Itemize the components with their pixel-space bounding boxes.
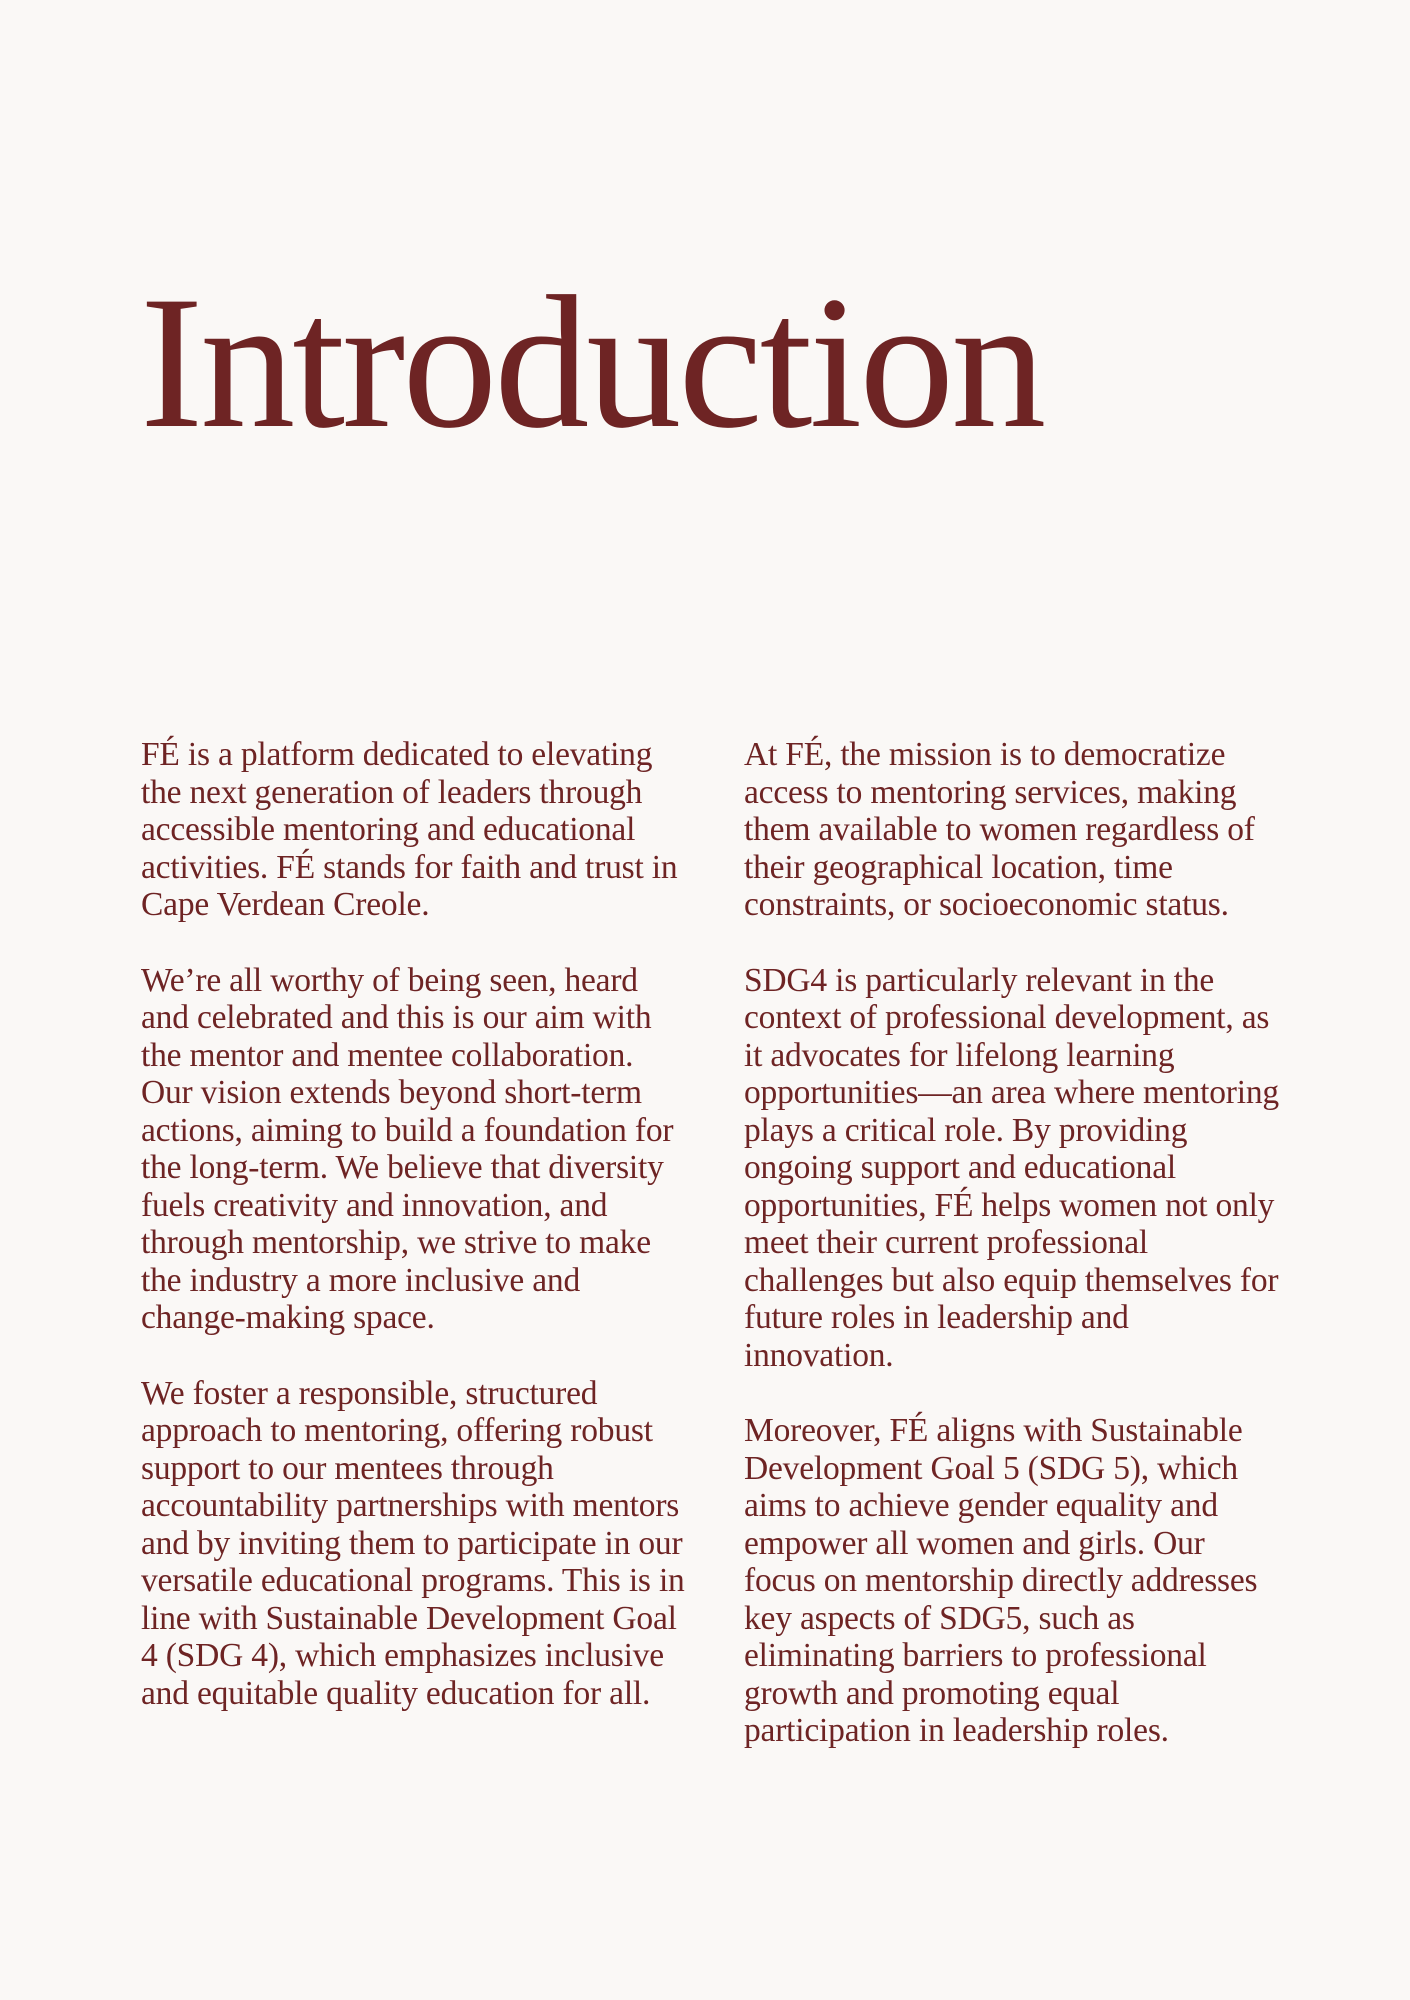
sdg4-paragraph: SDG4 is particularly relevant in the context of professional development, as it advocates for lifelong learning opportunities—an area where mentoring plays a critical role. By providing ongoing support and educational opportunities, FÉ helps women not only meet their current professional challenges but also equip themselves for future roles in leadership and innovation. xyxy=(744,961,1279,1374)
sdg5-paragraph: Moreover, FÉ aligns with Sustainable Development Goal 5 (SDG 5), which aims to achieve gender equality and empower all women and girls. Our focus on mentorship directly addresses key aspects of SDG5, such as eliminating barriers to professional growth and promoting equal participation in leadership roles. xyxy=(744,1412,1258,1749)
intro-paragraph: FÉ is a platform dedicated to elevating the next generation of leaders through accessible mentoring and educational activities. FÉ stands for faith and trust in Cape Verdean Creole. xyxy=(141,736,678,923)
vision-paragraph: We’re all worthy of being seen, heard and celebrated and this is our aim with the mentor and mentee collaboration. Our vision extends beyond short-term actions, aiming to build a foundation for the long-term. We believe that diversity fuels creativity and innovation, and through mentorship, we strive to make the industry a more inclusive and change-making space. xyxy=(141,961,674,1336)
right-column xyxy=(744,736,1284,1788)
left-column xyxy=(141,736,689,1750)
approach-paragraph: We foster a responsible, structured approach to mentoring, offering robust support to our mentees through accountability partnerships with mentors and by inviting them to participate in our versatile educational programs. This is in line with Sustainable Development Goal 4 (SDG 4), which emphasizes inclusive and equitable quality education for all. xyxy=(141,1374,685,1712)
page-title: Introduction xyxy=(140,258,1044,468)
mission-paragraph: At FÉ, the mission is to democratize access to mentoring services, making them available to women regardless of their geographical location, time constraints, or socioeconomic status. xyxy=(744,736,1255,923)
